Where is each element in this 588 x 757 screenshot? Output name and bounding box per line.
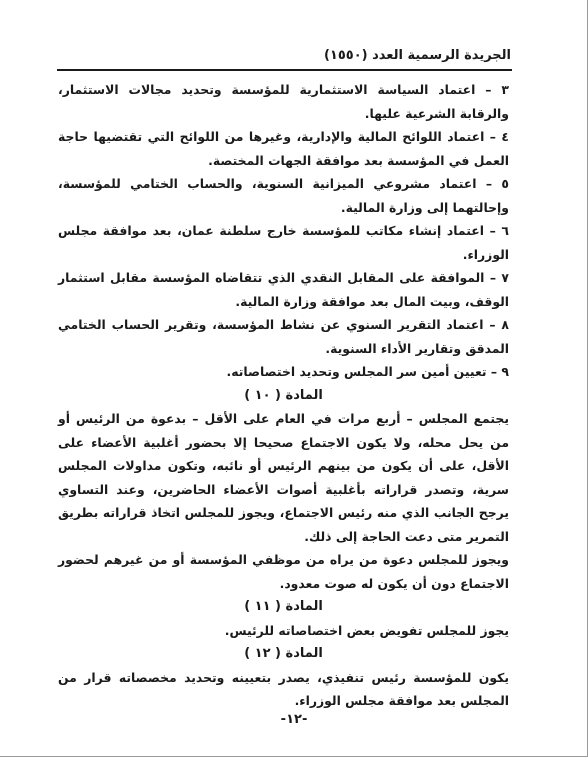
document-body <box>58 78 509 713</box>
list-item-7: ٧ – الموافقة على المقابل النقدي الذي تتقاضاه المؤسسة مقابل استثمار الوقف، وبيت المال بعد موافقة وزارة المالية. <box>58 270 509 309</box>
article-10-heading: المادة ( ١٠ ) <box>244 387 323 403</box>
list-item-6: ٦ – اعتماد إنشاء مكاتب للمؤسسة خارج سلطنة عمان، بعد موافقة مجلس الوزراء. <box>58 223 509 262</box>
article-11-heading: المادة ( ١١ ) <box>244 599 323 614</box>
page-number: -١٢- <box>280 712 308 727</box>
list-item-3: ٣ – اعتماد السياسة الاستثمارية للمؤسسة وتحديد مجالات الاستثمار، والرقابة الشرعية عليها. <box>58 82 509 121</box>
list-item-8: ٨ – اعتماد التقرير السنوي عن نشاط المؤسسة، وتقرير الحساب الختامي المدقق وتقارير الأداء السنوية. <box>58 317 509 356</box>
header-divider <box>57 69 512 71</box>
list-item-9: ٩ – تعيين أمين سر المجلس وتحديد اختصاصاته. <box>226 364 509 379</box>
list-item-5: ٥ – اعتماد مشروعي الميزانية السنوية، والحساب الختامي للمؤسسة، وإحالتهما إلى وزارة المالية. <box>58 176 509 215</box>
list-item-4: ٤ – اعتماد اللوائح المالية والإدارية، وغيرها من اللوائح التي تقتضيها حاجة العمل في المؤسسة بعد موافقة الجهات المختصة. <box>58 129 509 168</box>
article-12-heading: المادة ( ١٢ ) <box>244 646 323 661</box>
article-10-paragraph-2: ويجوز للمجلس دعوة من يراه من موظفي المؤسسة أو من غيرهم لحضور الاجتماع دون أن يكون له صوت معدود. <box>58 552 509 591</box>
article-10-paragraph-1: يجتمع المجلس – أربع مرات في العام على الأقل – بدعوة من الرئيس أو من يحل محله، ولا يكون الاجتماع صحيحا إلا بحضور أغلبية الأعضاء على الأقل، على أن يكون من بينهم الرئيس أو نائبه، وتكون مداولات المجلس سرية، وتصدر قراراته بأغلبية أصوات الأعضاء الحاضرين، وعند التساوي يرجح الجانب الذي منه رئيس الاجتماع، ويجوز للمجلس اتخاذ قراراته بطريق التمرير متى دعت الحاجة إلى ذلك. <box>58 411 509 544</box>
article-11-paragraph: يجوز للمجلس تفويض بعض اختصاصاته للرئيس. <box>224 622 509 638</box>
article-12-paragraph: يكون للمؤسسة رئيس تنفيذي، يصدر بتعيينه وتحديد مخصصاته قرار من المجلس بعد موافقة مجلس الوزراء. <box>58 669 509 708</box>
gazette-header: الجريدة الرسمية العدد (١٥٥٠) <box>323 48 511 63</box>
